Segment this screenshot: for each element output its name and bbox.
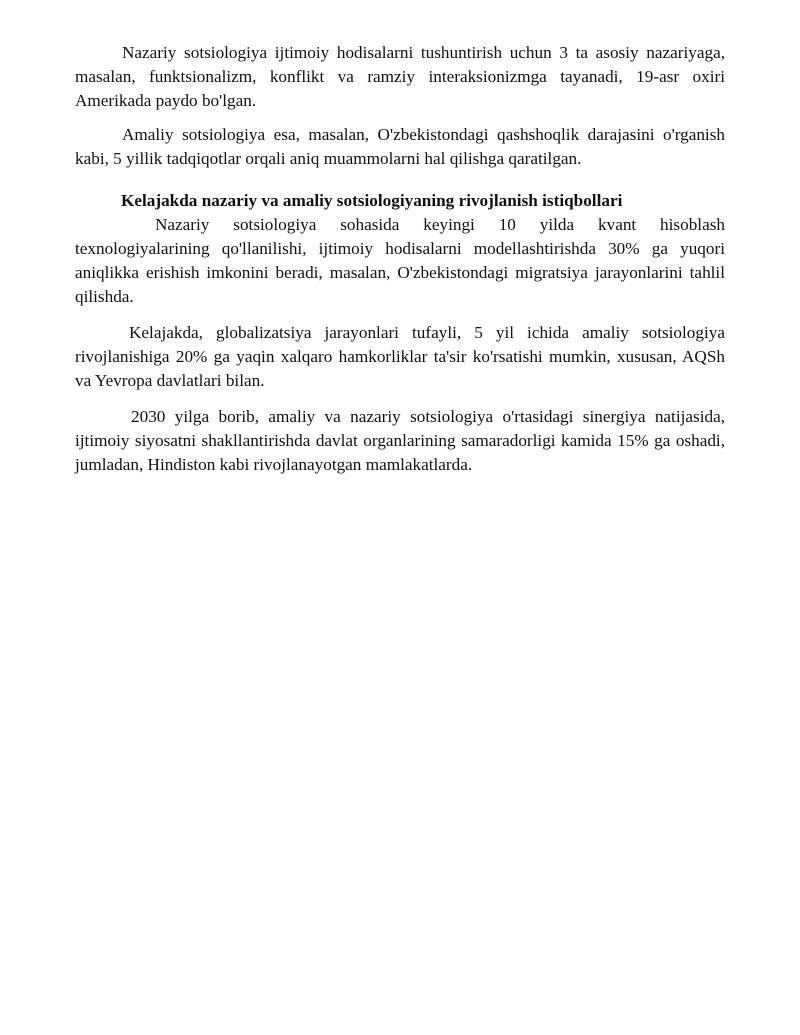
section-heading: Kelajakda nazariy va amaliy sotsiologiyaning rivojlanish istiqbollari <box>121 191 623 210</box>
paragraph-theoretical-sociology: Nazariy sotsiologiya ijtimoiy hodisalarni tushuntirish uchun 3 ta asosiy nazariyaga, masalan, funktsionalizm, konflikt va ramziy interaksionizmga tayanadi, 19-asr oxiri Amerikada paydo bo'lgan. <box>75 43 725 110</box>
paragraph-globalization: Kelajakda, globalizatsiya jarayonlari tufayli, 5 yil ichida amaliy sotsiologiya rivojlanishiga 20% ga yaqin xalqaro hamkorliklar ta'sir ko'rsatishi mumkin, xususan, AQSh va Yevropa davlatlari bilan. <box>75 323 725 390</box>
document-page <box>75 41 725 487</box>
paragraph-quantum-computing: Nazariy sotsiologiya sohasida keyingi 10 yilda kvant hisoblash texnologiyalarining qo'llanilishi, ijtimoiy hodisalarni modellashtirishda 30% ga yuqori aniqlikka erishish imkonini beradi, masalan, O'zbekistondagi migratsiya jarayonlarini tahlil qilishda. <box>75 215 725 306</box>
paragraph-synergy-2030: 2030 yilga borib, amaliy va nazariy sotsiologiya o'rtasidagi sinergiya natijasida, ijtimoiy siyosatni shakllantirishda davlat organlarining samaradorligi kamida 15% ga oshadi, jumladan, Hindiston kabi rivojlanayotgan mamlakatlarda. <box>75 407 725 474</box>
paragraph-applied-sociology: Amaliy sotsiologiya esa, masalan, O'zbekistondagi qashshoqlik darajasini o'rganish kabi, 5 yillik tadqiqotlar orqali aniq muammolarni hal qilishga qaratilgan. <box>75 125 725 168</box>
